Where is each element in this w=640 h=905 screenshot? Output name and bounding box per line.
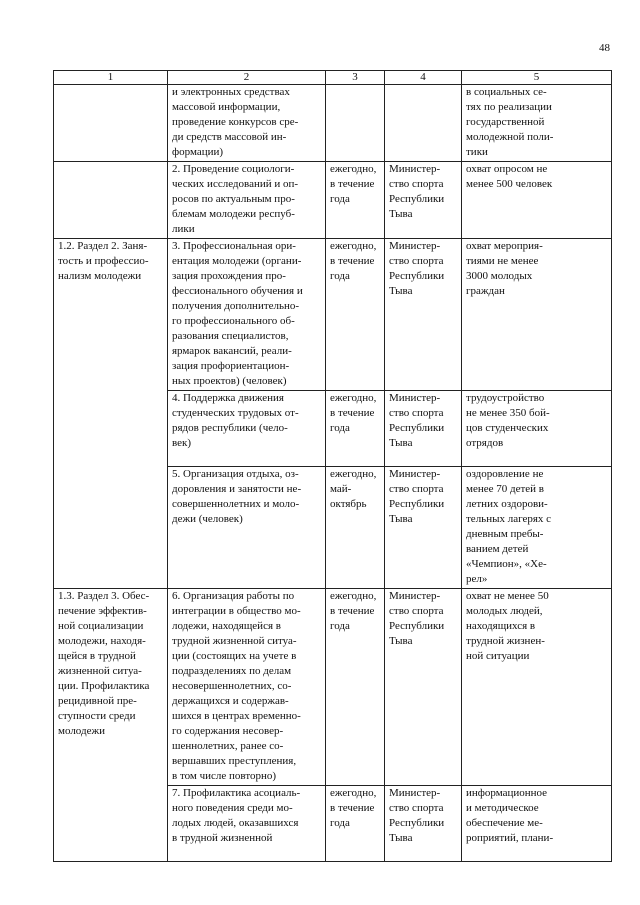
section-cell bbox=[54, 162, 168, 239]
indicator-cell: оздоровление не менее 70 детей в летних оздорови- тельных лагерях с дневным пребы- ванием детей «Чемпион», «Хе- рел» bbox=[462, 467, 612, 589]
indicator-cell: охват опросом не менее 500 человек bbox=[462, 162, 612, 239]
term-cell bbox=[326, 85, 385, 162]
measure-cell: и электронных средствах массовой информации, проведение конкурсов сре- ди средств массовой ин- формации) bbox=[168, 85, 326, 162]
section-cell: 1.3. Раздел 3. Обес- печение эффектив- ной социализации молодежи, находя- щейся в трудной жизненной ситуа- ции. Профилактика рецидивной пре- ступности среди молодежи bbox=[54, 589, 168, 862]
table-row bbox=[54, 85, 612, 162]
term-cell: ежегодно, май- октябрь bbox=[326, 467, 385, 589]
header-cell: 4 bbox=[385, 71, 462, 85]
executor-cell bbox=[385, 85, 462, 162]
table-row bbox=[54, 162, 612, 239]
header-cell: 1 bbox=[54, 71, 168, 85]
indicator-cell: информационное и методическое обеспечение ме- роприятий, плани- bbox=[462, 786, 612, 862]
header-cell: 3 bbox=[326, 71, 385, 85]
indicator-cell: в социальных се- тях по реализации государственной молодежной поли- тики bbox=[462, 85, 612, 162]
header-cell: 2 bbox=[168, 71, 326, 85]
executor-cell: Министер- ство спорта Республики Тыва bbox=[385, 786, 462, 862]
table-row bbox=[54, 589, 612, 786]
term-cell: ежегодно, в течение года bbox=[326, 391, 385, 467]
indicator-cell: трудоустройство не менее 350 бой- цов студенческих отрядов bbox=[462, 391, 612, 467]
section-cell bbox=[54, 85, 168, 162]
term-cell: ежегодно, в течение года bbox=[326, 589, 385, 786]
measure-cell: 2. Проведение социологи- ческих исследований и оп- росов по актуальным про- блемам молодежи респуб- лики bbox=[168, 162, 326, 239]
table-row bbox=[54, 239, 612, 391]
page-number: 48 bbox=[599, 42, 610, 54]
measure-cell: 7. Профилактика асоциаль- ного поведения среди мо- лодых людей, оказавшихся в трудной жизненной bbox=[168, 786, 326, 862]
program-table bbox=[53, 70, 612, 862]
term-cell: ежегодно, в течение года bbox=[326, 786, 385, 862]
table-header-row bbox=[54, 71, 612, 85]
executor-cell: Министер- ство спорта Республики Тыва bbox=[385, 467, 462, 589]
indicator-cell: охват мероприя- тиями не менее 3000 молодых граждан bbox=[462, 239, 612, 391]
measure-cell: 6. Организация работы по интеграции в общество мо- лодежи, находящейся в трудной жизненной ситуа- ции (состоящих на учете в подразделениях по делам несовершеннолетних, со- держащихся и содержав- шихся в центрах временно- го содержания несовер- шеннолетних, ранее со- вершавших преступления, в том числе повторно) bbox=[168, 589, 326, 786]
term-cell: ежегодно, в течение года bbox=[326, 162, 385, 239]
executor-cell: Министер- ство спорта Республики Тыва bbox=[385, 239, 462, 391]
section-cell: 1.2. Раздел 2. Заня- тость и профессио- нализм молодежи bbox=[54, 239, 168, 589]
measure-cell: 5. Организация отдыха, оз- доровления и занятости не- совершеннолетних и моло- дежи (человек) bbox=[168, 467, 326, 589]
indicator-cell: охват не менее 50 молодых людей, находящихся в трудной жизнен- ной ситуации bbox=[462, 589, 612, 786]
executor-cell: Министер- ство спорта Республики Тыва bbox=[385, 391, 462, 467]
measure-cell: 4. Поддержка движения студенческих трудовых от- рядов республики (чело- век) bbox=[168, 391, 326, 467]
executor-cell: Министер- ство спорта Республики Тыва bbox=[385, 162, 462, 239]
measure-cell: 3. Профессиональная ори- ентация молодежи (органи- зация прохождения про- фессионального обучения и получения дополнительно- го профессионального об- разования специалистов, ярмарок вакансий, реали- зация профориентацион- ных проектов) (человек) bbox=[168, 239, 326, 391]
term-cell: ежегодно, в течение года bbox=[326, 239, 385, 391]
header-cell: 5 bbox=[462, 71, 612, 85]
executor-cell: Министер- ство спорта Республики Тыва bbox=[385, 589, 462, 786]
